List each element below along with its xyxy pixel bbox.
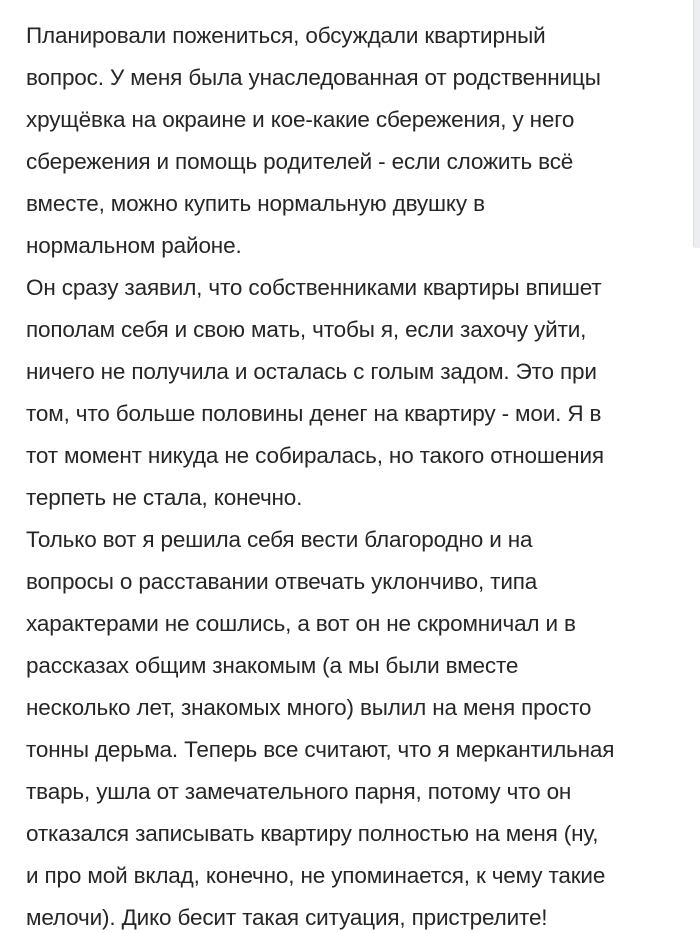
- text-line: терпеть не стала, конечно.: [26, 485, 303, 510]
- text-line: рассказах общим знакомым (а мы были вместе: [26, 653, 519, 678]
- text-line: Планировали пожениться, обсуждали квартирный: [26, 23, 546, 48]
- text-line: вопрос. У меня была унаследованная от родственницы: [26, 65, 601, 90]
- text-line: отказался записывать квартиру полностью на меня (ну,: [26, 821, 599, 846]
- text-line: тот момент никуда не собиралась, но такого отношения: [26, 443, 604, 468]
- text-line: вместе, можно купить нормальную двушку в: [26, 191, 485, 216]
- text-line: пополам себя и свою мать, чтобы я, если захочу уйти,: [26, 317, 587, 342]
- scrollbar-thumb[interactable]: [693, 0, 700, 248]
- text-line: нормальном районе.: [26, 233, 242, 258]
- text-line: хрущёвка на окраине и кое-какие сбережения, у него: [26, 107, 575, 132]
- text-line: мелочи). Дико бесит такая ситуация, пристрелите!: [26, 905, 548, 930]
- text-line: сбережения и помощь родителей - если сложить всё: [26, 149, 574, 174]
- text-line: ничего не получила и осталась с голым задом. Это при: [26, 359, 597, 384]
- text-line: характерами не сошлись, а вот он не скромничал и в: [26, 611, 576, 636]
- text-line: вопросы о расставании отвечать уклончиво, типа: [26, 569, 538, 594]
- article-body: [26, 15, 680, 933]
- text-line: тварь, ушла от замечательного парня, потому что он: [26, 779, 572, 804]
- text-line: том, что больше половины денег на квартиру - мои. Я в: [26, 401, 602, 426]
- text-line: и про мой вклад, конечно, не упоминается, к чему такие: [26, 863, 606, 888]
- text-line: тонны дерьма. Теперь все считают, что я меркантильная: [26, 737, 615, 762]
- text-line: Только вот я решила себя вести благородно и на: [26, 527, 533, 552]
- text-line: несколько лет, знакомых много) вылил на меня просто: [26, 695, 592, 720]
- text-line: Он сразу заявил, что собственниками квартиры впишет: [26, 275, 602, 300]
